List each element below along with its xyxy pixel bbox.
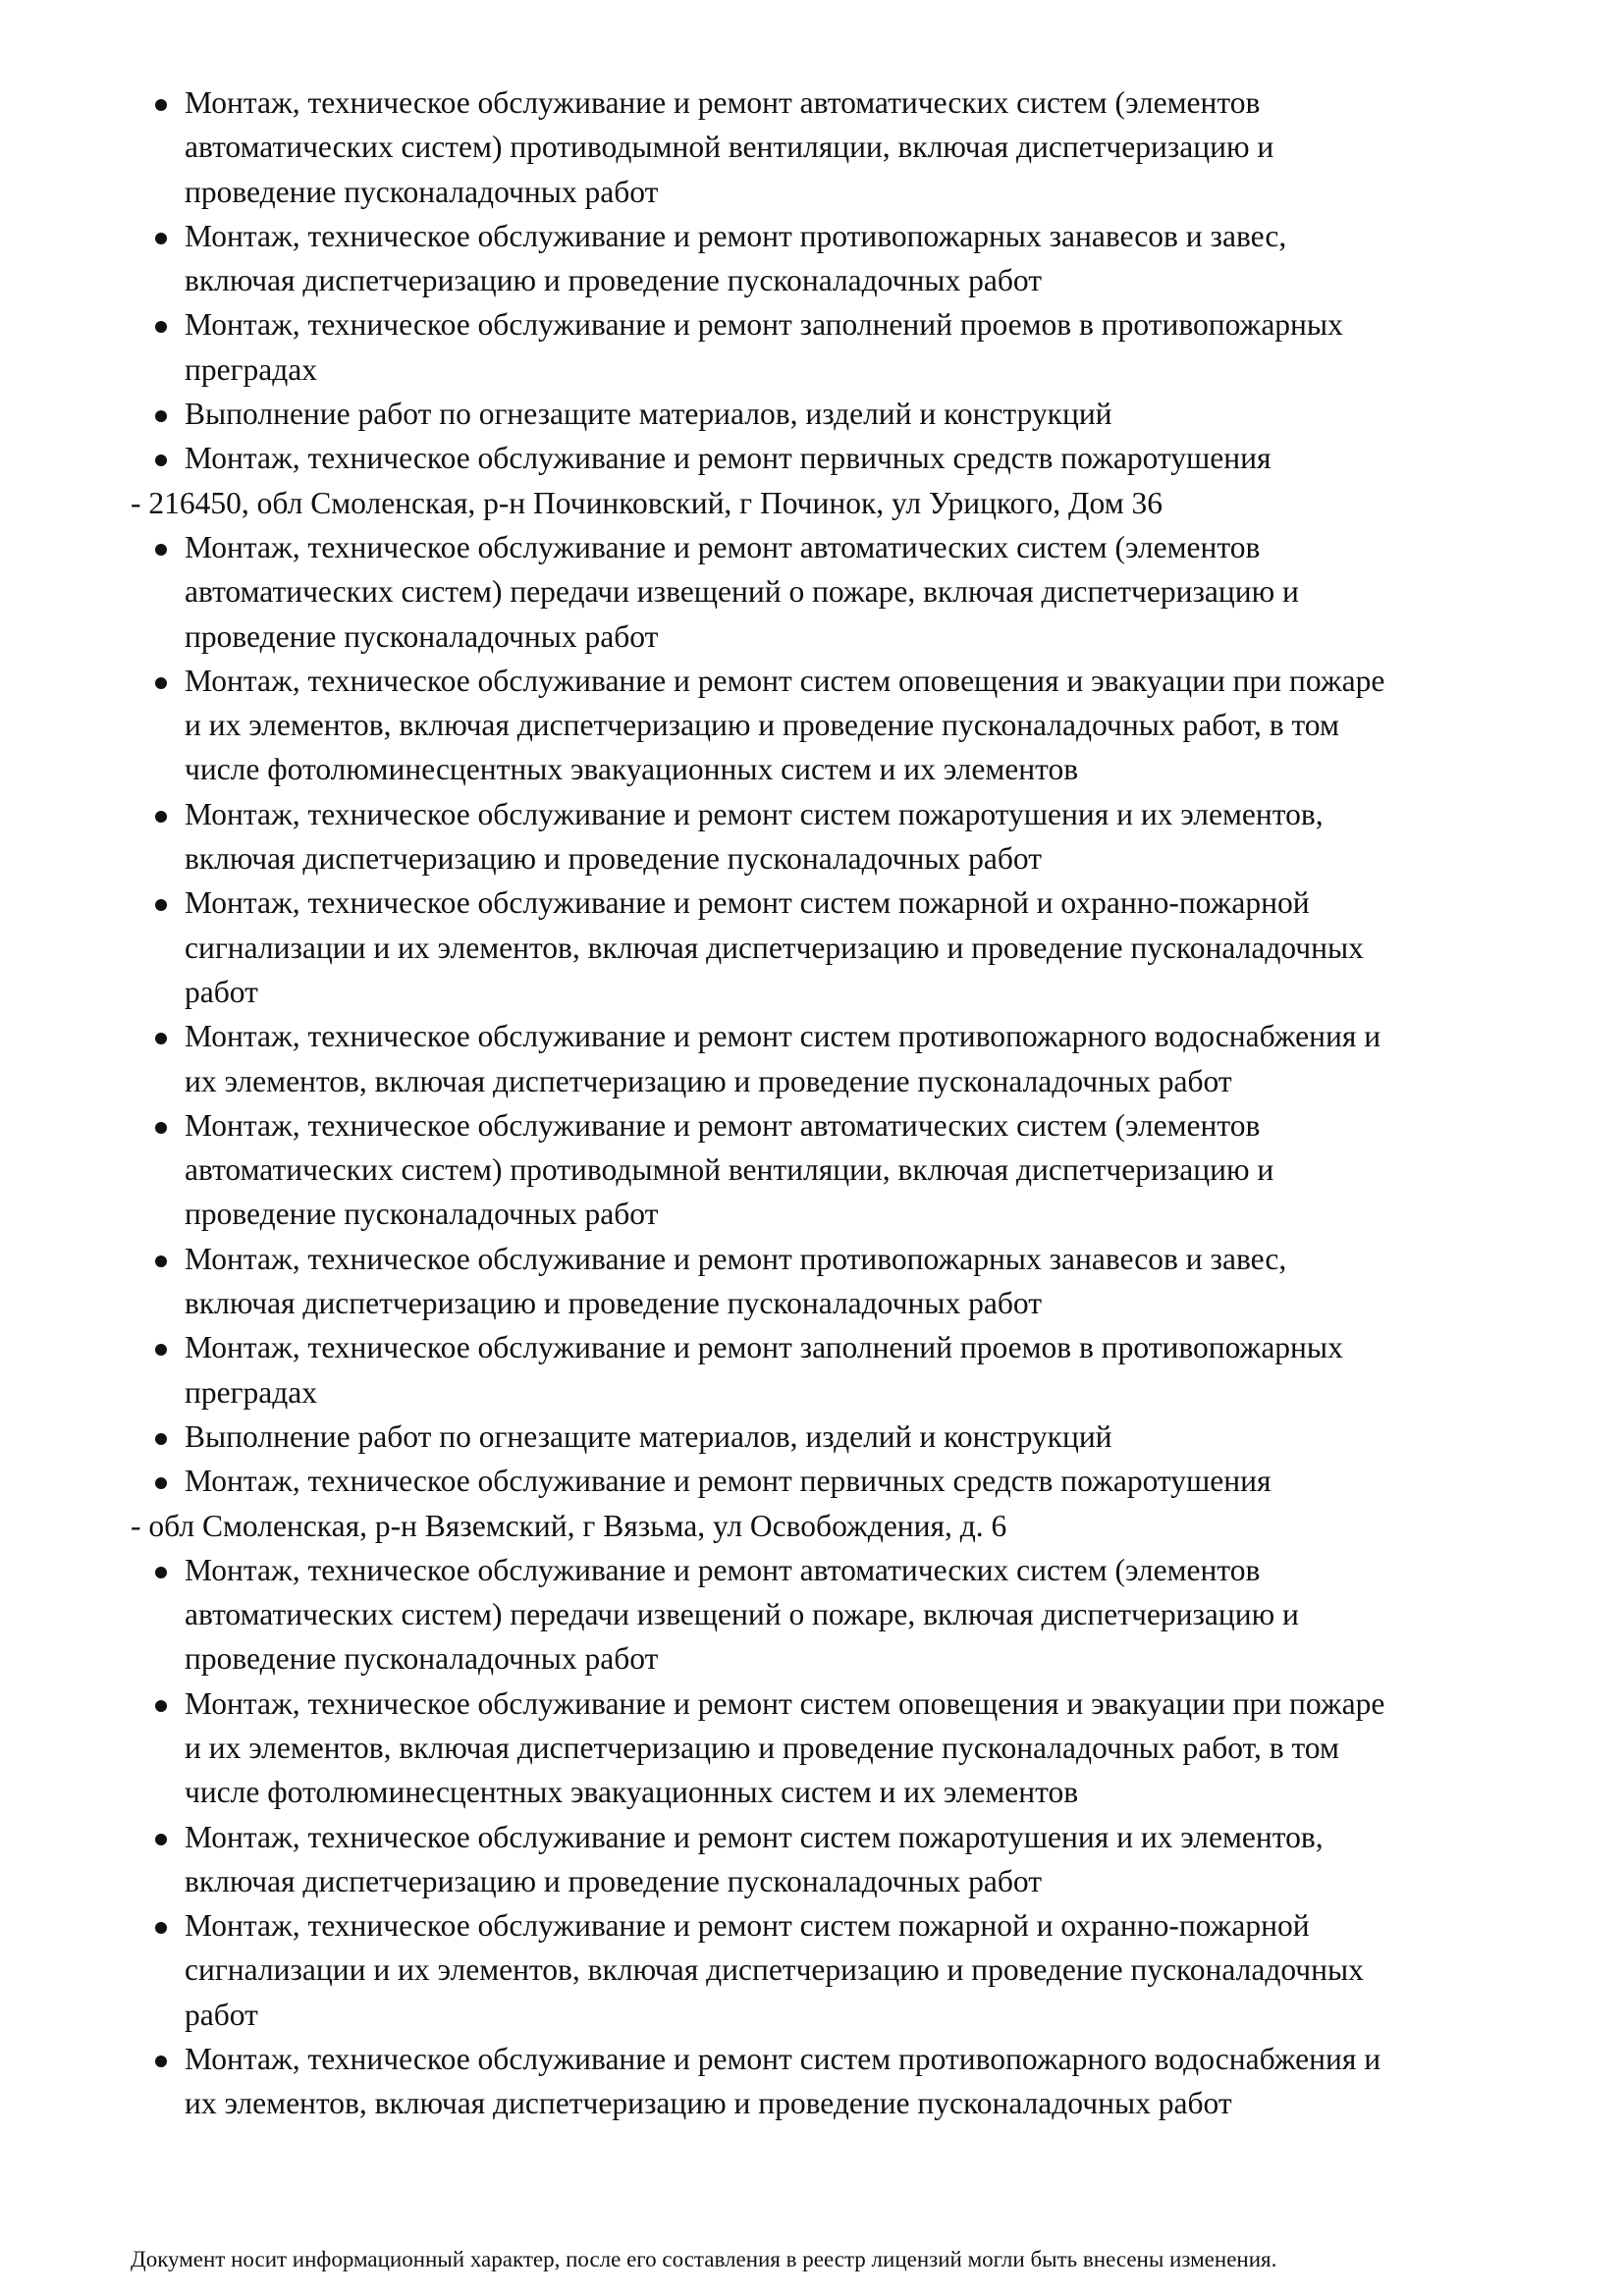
bullet-icon bbox=[155, 899, 167, 911]
footer-disclaimer: Документ носит информационный характер, после его составления в реестр лицензий могли быть внесены изменения. bbox=[131, 2247, 1277, 2271]
list-item-line: автоматических систем) передачи извещений о пожаре, включая диспетчеризацию и bbox=[185, 574, 1299, 610]
bullet-icon bbox=[155, 677, 167, 689]
address-heading: - обл Смоленская, р-н Вяземский, г Вязьма, ул Освобождения, д. 6 bbox=[131, 1508, 1007, 1543]
list-item bbox=[0, 1237, 1624, 1326]
list-item-line: включая диспетчеризацию и проведение пусконаладочных работ bbox=[185, 841, 1042, 877]
list-item-line: автоматических систем) противодымной вентиляции, включая диспетчеризацию и bbox=[185, 130, 1274, 165]
list-item bbox=[0, 302, 1624, 392]
list-item-line: Монтаж, техническое обслуживание и ремонт заполнений проемов в противопожарных bbox=[185, 307, 1343, 343]
list-item bbox=[0, 659, 1624, 792]
list-item-line: автоматических систем) передачи извещений о пожаре, включая диспетчеризацию и bbox=[185, 1597, 1299, 1632]
list-item-line: и их элементов, включая диспетчеризацию и проведение пусконаладочных работ, в том bbox=[185, 1730, 1339, 1765]
bullet-icon bbox=[155, 1344, 167, 1356]
list-item-line: включая диспетчеризацию и проведение пусконаладочных работ bbox=[185, 263, 1042, 298]
list-item-line: Монтаж, техническое обслуживание и ремонт противопожарных занавесов и завес, bbox=[185, 1241, 1287, 1276]
list-item-line: Монтаж, техническое обслуживание и ремонт первичных средств пожаротушения bbox=[185, 441, 1272, 476]
list-item-line: Монтаж, техническое обслуживание и ремонт систем противопожарного водоснабжения и bbox=[185, 1019, 1381, 1054]
list-item-line: числе фотолюминесцентных эвакуационных систем и их элементов bbox=[185, 1775, 1079, 1810]
bullet-icon bbox=[155, 321, 167, 333]
list-item bbox=[0, 1459, 1624, 1503]
list-item-line: проведение пусконаладочных работ bbox=[185, 618, 659, 654]
list-item bbox=[0, 80, 1624, 214]
list-item-line: Монтаж, техническое обслуживание и ремонт систем оповещения и эвакуации при пожаре bbox=[185, 1685, 1385, 1721]
list-item-line: Монтаж, техническое обслуживание и ремонт систем противопожарного водоснабжения и bbox=[185, 2042, 1381, 2077]
list-item-line: Монтаж, техническое обслуживание и ремонт заполнений проемов в противопожарных bbox=[185, 1330, 1343, 1365]
list-item-line: Монтаж, техническое обслуживание и ремонт систем пожарной и охранно-пожарной bbox=[185, 885, 1310, 921]
bullet-icon bbox=[155, 811, 167, 823]
list-item-line: Монтаж, техническое обслуживание и ремонт противопожарных занавесов и завес, bbox=[185, 218, 1287, 253]
list-item bbox=[0, 881, 1624, 1014]
bullet-icon bbox=[155, 1122, 167, 1134]
list-item bbox=[0, 792, 1624, 881]
bullet-icon bbox=[155, 1567, 167, 1578]
list-item-line: Монтаж, техническое обслуживание и ремонт автоматических систем (элементов bbox=[185, 1107, 1261, 1143]
list-item bbox=[0, 1903, 1624, 2037]
list-item-line: Монтаж, техническое обслуживание и ремонт автоматических систем (элементов bbox=[185, 529, 1261, 564]
list-item-line: сигнализации и их элементов, включая диспетчеризацию и проведение пусконаладочных bbox=[185, 1952, 1364, 1988]
bullet-icon bbox=[155, 1255, 167, 1267]
list-item bbox=[0, 1325, 1624, 1415]
list-item bbox=[0, 1014, 1624, 1103]
bullet-icon bbox=[155, 410, 167, 422]
bullet-icon bbox=[155, 1834, 167, 1845]
list-item-line: проведение пусконаладочных работ bbox=[185, 1641, 659, 1677]
list-item-line: Монтаж, техническое обслуживание и ремонт систем пожаротушения и их элементов, bbox=[185, 1819, 1324, 1854]
address-heading: - 216450, обл Смоленская, р-н Починковский, г Починок, ул Урицкого, Дом 36 bbox=[131, 485, 1164, 520]
list-item bbox=[0, 525, 1624, 659]
list-item bbox=[0, 392, 1624, 436]
bullet-icon bbox=[155, 233, 167, 244]
list-item-line: Монтаж, техническое обслуживание и ремонт автоматических систем (элементов bbox=[185, 85, 1261, 120]
bullet-icon bbox=[155, 454, 167, 466]
list-item-line: и их элементов, включая диспетчеризацию и проведение пусконаладочных работ, в том bbox=[185, 708, 1339, 743]
bullet-icon bbox=[155, 1477, 167, 1489]
list-item-line: работ bbox=[185, 974, 258, 1009]
list-item bbox=[0, 436, 1624, 480]
list-item-line: включая диспетчеризацию и проведение пусконаладочных работ bbox=[185, 1863, 1042, 1898]
list-item-line: Монтаж, техническое обслуживание и ремонт первичных средств пожаротушения bbox=[185, 1464, 1272, 1499]
list-item-line: их элементов, включая диспетчеризацию и проведение пусконаладочных работ bbox=[185, 1063, 1232, 1098]
list-item-line: проведение пусконаладочных работ bbox=[185, 174, 659, 209]
list-item-line: проведение пусконаладочных работ bbox=[185, 1197, 659, 1232]
list-item-line: преградах bbox=[185, 1374, 317, 1410]
bullet-icon bbox=[155, 544, 167, 556]
list-item bbox=[0, 1103, 1624, 1237]
bullet-icon bbox=[155, 2056, 167, 2067]
list-item bbox=[0, 1815, 1624, 1904]
bullet-icon bbox=[155, 1033, 167, 1044]
bullet-icon bbox=[155, 1922, 167, 1934]
bullet-icon bbox=[155, 99, 167, 111]
list-item-line: Монтаж, техническое обслуживание и ремонт систем пожаротушения и их элементов, bbox=[185, 796, 1324, 831]
list-item bbox=[0, 1548, 1624, 1682]
list-item-line: включая диспетчеризацию и проведение пусконаладочных работ bbox=[185, 1286, 1042, 1321]
list-item bbox=[0, 1682, 1624, 1815]
list-item-line: Монтаж, техническое обслуживание и ремонт систем оповещения и эвакуации при пожаре bbox=[185, 663, 1385, 698]
list-item bbox=[0, 2037, 1624, 2126]
list-item-line: Монтаж, техническое обслуживание и ремонт автоматических систем (элементов bbox=[185, 1552, 1261, 1587]
document-body bbox=[0, 80, 1624, 2126]
list-item-line: их элементов, включая диспетчеризацию и проведение пусконаладочных работ bbox=[185, 2086, 1232, 2121]
bullet-icon bbox=[155, 1700, 167, 1712]
list-item-line: преградах bbox=[185, 351, 317, 387]
list-item-line: работ bbox=[185, 1997, 258, 2032]
list-item-line: Монтаж, техническое обслуживание и ремонт систем пожарной и охранно-пожарной bbox=[185, 1908, 1310, 1944]
list-item-line: Выполнение работ по огнезащите материалов, изделий и конструкций bbox=[185, 1418, 1112, 1454]
list-item bbox=[0, 214, 1624, 303]
list-item-line: числе фотолюминесцентных эвакуационных систем и их элементов bbox=[185, 752, 1079, 787]
bullet-icon bbox=[155, 1433, 167, 1445]
list-item-line: сигнализации и их элементов, включая диспетчеризацию и проведение пусконаладочных bbox=[185, 930, 1364, 965]
list-item-line: Выполнение работ по огнезащите материалов, изделий и конструкций bbox=[185, 397, 1112, 432]
list-item-line: автоматических систем) противодымной вентиляции, включая диспетчеризацию и bbox=[185, 1152, 1274, 1188]
list-item bbox=[0, 1415, 1624, 1459]
